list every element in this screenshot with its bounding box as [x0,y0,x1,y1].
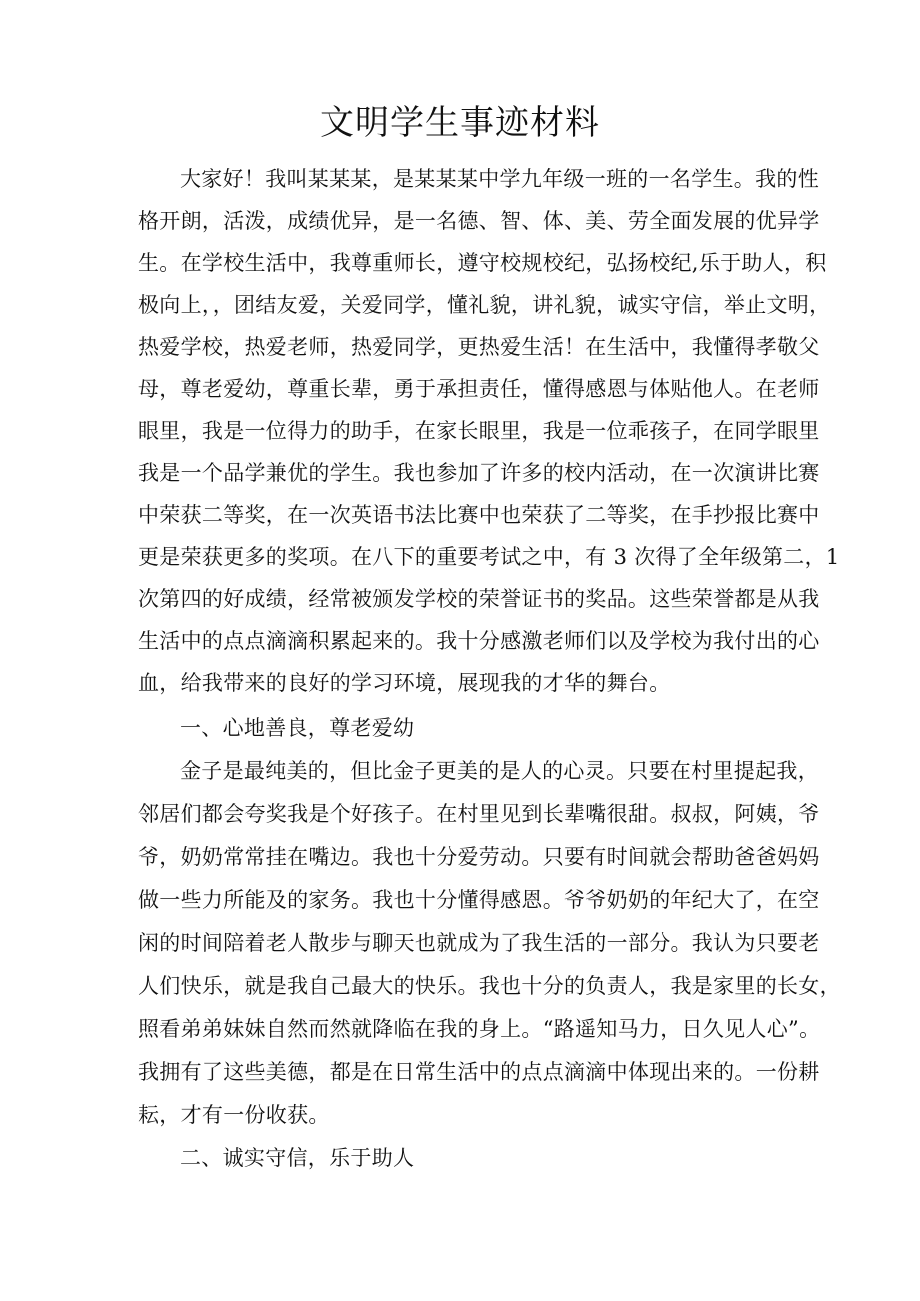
section1-line-2: 邻居们都会夸奖我是个好孩子。在村里见到长辈嘴很甜。叔叔，阿姨，爷 [138,802,820,826]
section1-line-1: 金子是最纯美的，但比金子更美的是人的心灵。只要在村里提起我， [180,759,819,783]
intro-line-5: 热爱学校，热爱老师，热爱同学，更热爱生活！在生活中，我懂得孝敬父 [138,335,820,359]
section1-line-7: 照看弟弟妹妹自然而然就降临在我的身上。“路遥知马力，日久见人心”。 [138,1017,821,1041]
intro-line-8: 我是一个品学兼优的学生。我也参加了许多的校内活动，在一次演讲比赛 [138,461,820,485]
intro-line-13: 血，给我带来的良好的学习环境，展现我的才华的舞台。 [138,671,671,695]
section1-line-9: 耘，才有一份收获。 [138,1103,330,1127]
intro-line-3: 生。在学校生活中，我尊重师长，遵守校规校纪，弘扬校纪,乐于助人，积 [138,251,827,275]
intro-line-7: 眼里，我是一位得力的助手，在家长眼里，我是一位乖孩子，在同学眼里 [138,419,820,443]
section1-line-4: 做一些力所能及的家务。我也十分懂得感恩。爷爷奶奶的年纪大了，在空 [138,888,820,912]
section1-heading: 一、心地善良，尊老爱幼 [180,716,415,740]
intro-line-12: 生活中的点点滴滴积累起来的。我十分感激老师们以及学校为我付出的心 [138,629,820,653]
section2-heading: 二、诚实守信，乐于助人 [180,1146,415,1170]
intro-line-10: 更是荣获更多的奖项。在八下的重要考试之中，有 3 次得了全年级第二，1 [138,545,840,569]
intro-line-1: 大家好！我叫某某某，是某某某中学九年级一班的一名学生。我的性 [180,167,819,191]
intro-line-9: 中荣获二等奖，在一次英语书法比赛中也荣获了二等奖，在手抄报比赛中 [138,503,820,527]
intro-line-11: 次第四的好成绩，经常被颁发学校的荣誉证书的奖品。这些荣誉都是从我 [138,587,820,611]
intro-line-2: 格开朗，活泼，成绩优异，是一名德、智、体、美、劳全面发展的优异学 [138,209,820,233]
section1-line-3: 爷，奶奶常常挂在嘴边。我也十分爱劳动。只要有时间就会帮助爸爸妈妈 [138,845,820,869]
intro-line-4: 极向上，，团结友爱，关爱同学，懂礼貌，讲礼貌，诚实守信，举止文明， [138,293,831,317]
section1-line-8: 我拥有了这些美德，都是在日常生活中的点点滴滴中体现出来的。一份耕 [138,1060,820,1084]
intro-line-6: 母，尊老爱幼，尊重长辈，勇于承担责任，懂得感恩与体贴他人。在老师 [138,377,820,401]
document-title: 文明学生事迹材料 [320,103,600,143]
section1-line-6: 人们快乐，就是我自己最大的快乐。我也十分的负责人，我是家里的长女， [138,974,841,998]
section1-line-5: 闲的时间陪着老人散步与聊天也就成为了我生活的一部分。我认为只要老 [138,931,820,955]
